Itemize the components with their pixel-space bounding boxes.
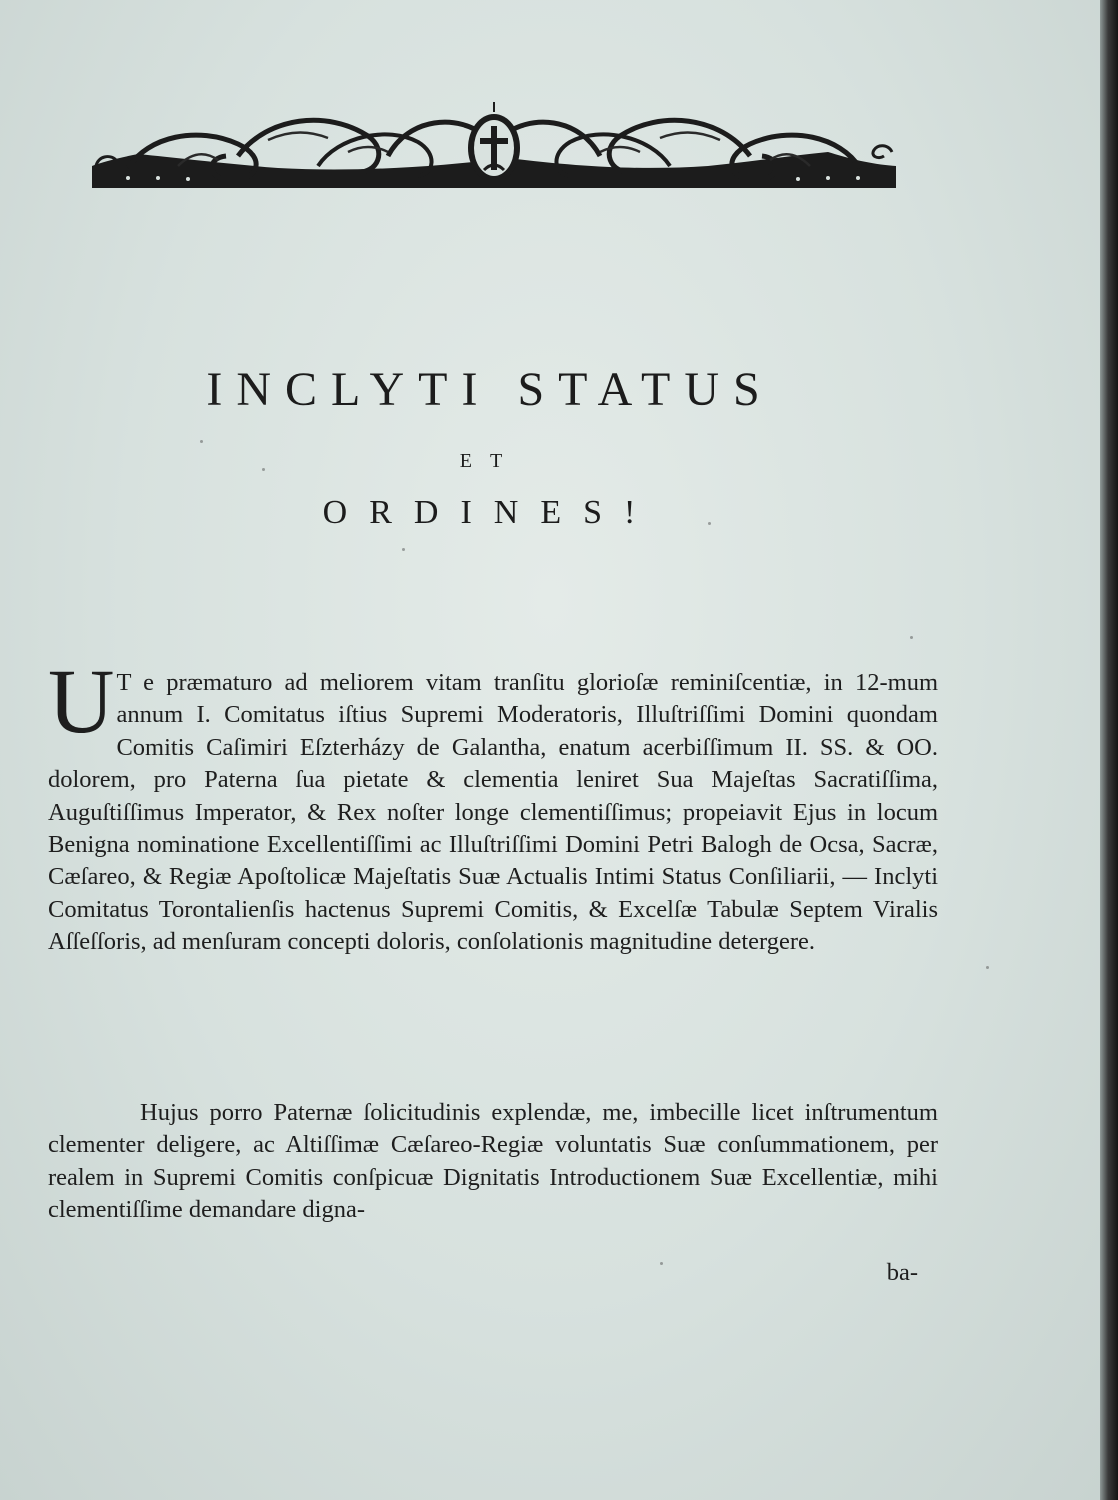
paper-speck [200, 440, 203, 443]
page-edge-shadow [1100, 0, 1118, 1500]
catchword: ba- [886, 1259, 918, 1286]
paper-speck [660, 1262, 663, 1265]
paper-speck [402, 548, 405, 551]
paper-speck [262, 468, 265, 471]
paper-speck [910, 636, 913, 639]
paragraph-1-text: T e præmaturo ad meliorem vitam tranſitu glorioſæ reminiſcentiæ, in 12-mum annum I. Comitatus iſtius Supremi Moderatoris, Illuſtriſſimi Domini quondam Comitis Caſimiri Eſzterházy de Galantha, enatum acerbiſſimum II. SS. & OO. dolorem, pro Paterna ſua pietate & clementia leniret Sua Majeſtas Sacratiſſima, Auguſtiſſimus Imperator, & Rex noſter longe clementiſſimus; propeiavit Ejus in locum Benigna nominatione Excellentiſſimi ac Illuſtriſſimi Domini Petri Balogh de Ocsa, Sacræ, Cæſareo, & Regiæ Apoſtolicæ Majeſtatis Suæ Actualis Intimi Status Conſiliarii, — Inclyti Comitatus Torontalienſis hactenus Supremi Comitis, & Excelſæ Tabulæ Septem Viralis Aſſeſſoris, ad menſuram concepti doloris, conſolationis magnitudine detergere. [48, 669, 938, 956]
paragraph-1 [48, 650, 938, 959]
paper-speck [986, 966, 989, 969]
paragraph-2: Hujus porro Paternæ ſolicitudinis explendæ, me, imbecille licet inſtrumentum clementer deligere, ac Altiſſimæ Cæſareo-Regiæ voluntatis Suæ conſummationem, per realem in Supremi Comitis conſpicuæ Dignitatis Introductionem Suæ Excellentiæ, mihi clementiſſime demandare digna- [48, 1099, 938, 1224]
title-line-1: INCLYTI STATUS [206, 363, 774, 416]
title-line-2: ET [459, 450, 521, 472]
headpiece-ornament-icon [88, 96, 900, 196]
drop-cap: U [48, 650, 115, 752]
paper-speck [708, 522, 711, 525]
title-line-3: ORDINES! [322, 494, 658, 531]
